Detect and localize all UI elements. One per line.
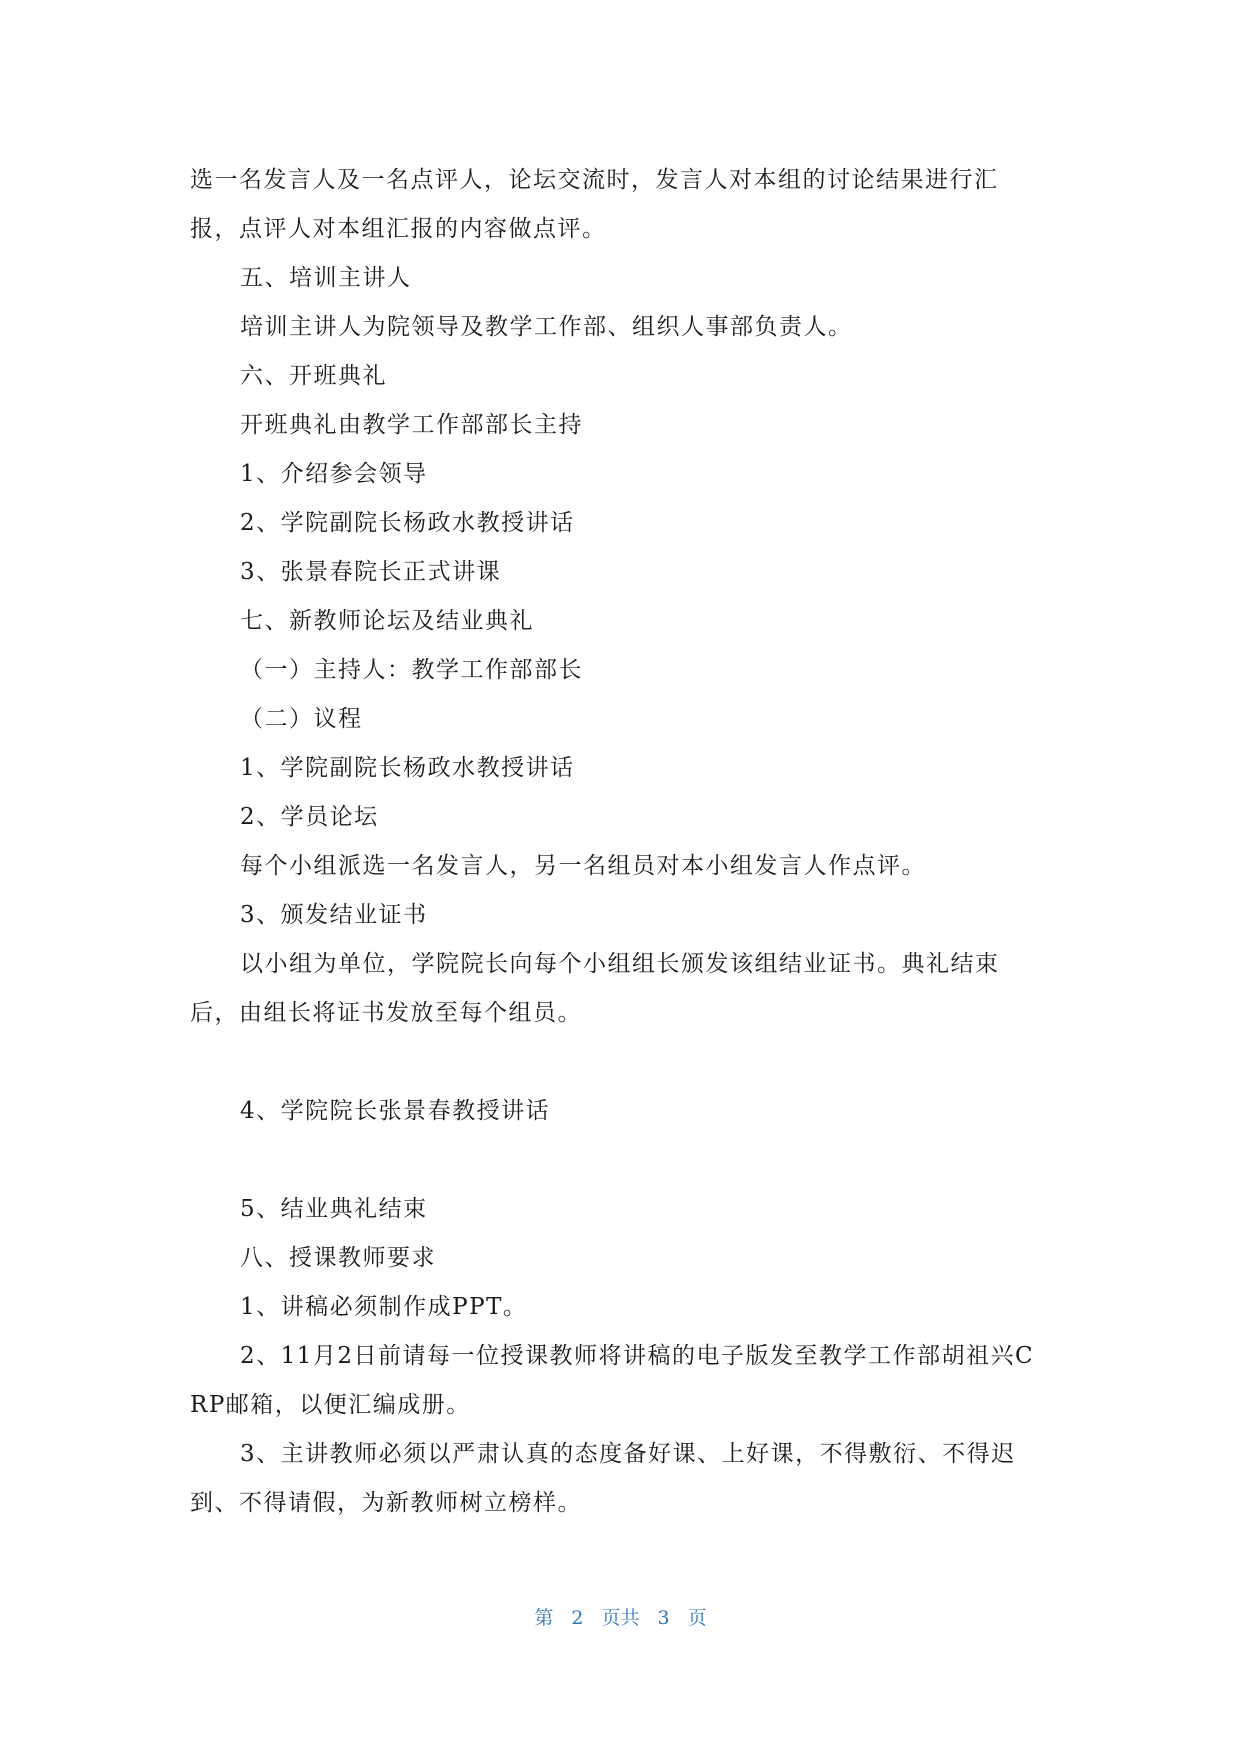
list-item: 3、张景春院长正式讲课 — [240, 559, 502, 585]
paragraph: 培训主讲人为院领导及教学工作部、组织人事部负责人。 — [240, 314, 853, 340]
list-item: 1、介绍参会领导 — [240, 461, 428, 487]
blank-line — [190, 1136, 1040, 1185]
list-item: 3、颁发结业证书 — [240, 902, 428, 928]
current-page-number: 2 — [571, 1607, 584, 1629]
paragraph: 每个小组派选一名发言人，另一名组员对本小组发言人作点评。 — [240, 853, 926, 879]
list-item: 3、主讲教师必须以严肃认真的态度备好课、上好课，不得敷衍、不得迟到、不得请假，为新教师树立榜样。 — [190, 1441, 1016, 1516]
list-item: 1、讲稿必须制作成PPT。 — [240, 1294, 528, 1320]
list-item: 4、学院院长张景春教授讲话 — [240, 1098, 551, 1124]
list-item: 1、学院副院长杨政水教授讲话 — [240, 755, 575, 781]
subsection-heading: （二）议程 — [240, 706, 363, 732]
section-heading: 五、培训主讲人 — [240, 265, 412, 291]
page-suffix: 页 — [687, 1607, 707, 1629]
section-heading: 八、授课教师要求 — [240, 1245, 436, 1271]
document-body — [190, 156, 1040, 1528]
list-item: 2、学员论坛 — [240, 804, 379, 830]
page-prefix: 第 — [534, 1607, 554, 1629]
section-heading: 六、开班典礼 — [240, 363, 387, 389]
page-footer — [0, 1603, 1241, 1630]
blank-line — [190, 1038, 1040, 1087]
section-heading: 七、新教师论坛及结业典礼 — [240, 608, 534, 634]
list-item: 2、学院副院长杨政水教授讲话 — [240, 510, 575, 536]
subsection-heading: （一）主持人：教学工作部部长 — [240, 657, 583, 683]
paragraph: 开班典礼由教学工作部部长主持 — [240, 412, 583, 438]
paragraph: 以小组为单位，学院院长向每个小组组长颁发该组结业证书。典礼结束后，由组长将证书发放至每个组员。 — [190, 951, 1000, 1026]
total-pages-number: 3 — [657, 1607, 670, 1629]
list-item: 2、11月2日前请每一位授课教师将讲稿的电子版发至教学工作部胡祖兴CRP邮箱，以便汇编成册。 — [190, 1343, 1035, 1418]
page-middle: 页共 — [601, 1607, 640, 1629]
paragraph: 选一名发言人及一名点评人，论坛交流时，发言人对本组的讨论结果进行汇报，点评人对本组汇报的内容做点评。 — [190, 167, 999, 242]
list-item: 5、结业典礼结束 — [240, 1196, 428, 1222]
